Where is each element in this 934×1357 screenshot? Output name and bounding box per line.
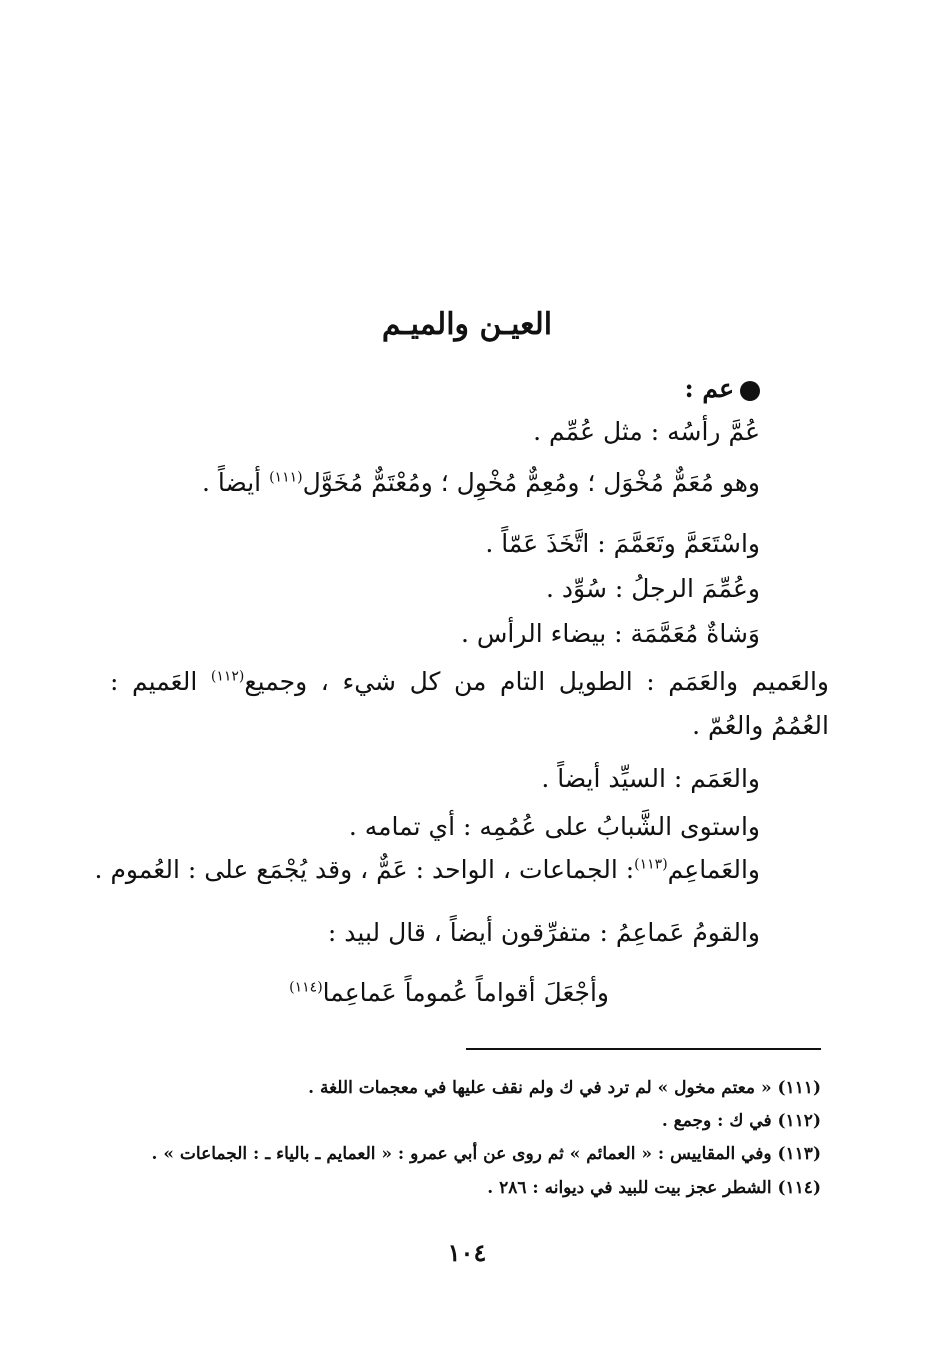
text-line-3: واسْتَعَمَّ وتَعَمَّمَ : اتَّخَذَ عَمّاً . xyxy=(485,529,760,558)
text-line-1: عُمَّ رأسُه : مثل عُمِّم . xyxy=(533,417,760,446)
footnote-114: (١١٤) الشطر عجز بيت للبيد في ديوانه : ٢٨٦ . xyxy=(487,1178,821,1198)
footnote-113: (١١٣) وفي المقاييس : « العمائم » ثم روى عن أبي عمرو : « العمايم ـ بالياء ـ : الجماعات » . xyxy=(151,1144,821,1164)
line-2-tail: أيضاً . xyxy=(202,468,262,497)
footnote-ref-114[interactable]: (١١٤) xyxy=(289,979,323,996)
line-9-body: والعَماعِم xyxy=(667,855,760,884)
text-line-7: والعَمَم : السيِّد أيضاً . xyxy=(541,764,760,793)
verse-text: وأجْعَلَ أقواماً عُموماً عَماعِما xyxy=(322,978,609,1007)
text-line-9 xyxy=(95,853,760,887)
entry-heading xyxy=(685,372,761,406)
poetry-verse xyxy=(289,976,609,1010)
text-line-8: واستوى الشَّبابُ على عُمُمِه : أي تمامه . xyxy=(348,812,760,841)
text-line-4: وعُمِّمَ الرجلُ : سُوِّد . xyxy=(546,574,760,603)
text-line-2 xyxy=(202,466,760,500)
line-9-tail: : الجماعات ، الواحد : عَمٌّ ، وقد يُجْمَع على : العُموم . xyxy=(94,855,635,884)
page-number: ١٠٤ xyxy=(447,1238,487,1267)
line-6-tail: العَميم : العُمُمُ والعُمّ . xyxy=(110,667,829,740)
text-line-6 xyxy=(110,660,829,748)
footnote-ref-112[interactable]: (١١٢) xyxy=(210,668,245,685)
footnote-111: (١١١) « معتم مخول » لم ترد في ك ولم نقف عليها في معجمات اللغة . xyxy=(308,1078,821,1098)
bullet-icon xyxy=(740,381,760,401)
line-2-body: وهو مُعَمٌّ مُخْوَل ؛ ومُعِمٌّ مُخْوِل ؛ ومُعْتَمٌّ مُخَوَّل xyxy=(302,468,760,497)
footnote-ref-113[interactable]: (١١٣) xyxy=(634,856,668,873)
entry-head-label: عم : xyxy=(684,374,734,403)
page-title: العيـن والميـم xyxy=(381,307,553,342)
text-line-10: والقومُ عَماعِمُ : متفرِّقون أيضاً ، قال لبيد : xyxy=(327,918,760,947)
text-line-5: وَشاةٌ مُعَمَّمَة : بيضاء الرأس . xyxy=(461,619,760,648)
line-6-body: والعَميم والعَمَم : الطويل التام من كل شيء ، وجميع xyxy=(244,667,829,696)
footnote-divider xyxy=(466,1048,821,1050)
footnote-112: (١١٢) في ك : وجمع . xyxy=(661,1111,821,1131)
footnote-ref-111[interactable]: (١١١) xyxy=(269,469,303,486)
